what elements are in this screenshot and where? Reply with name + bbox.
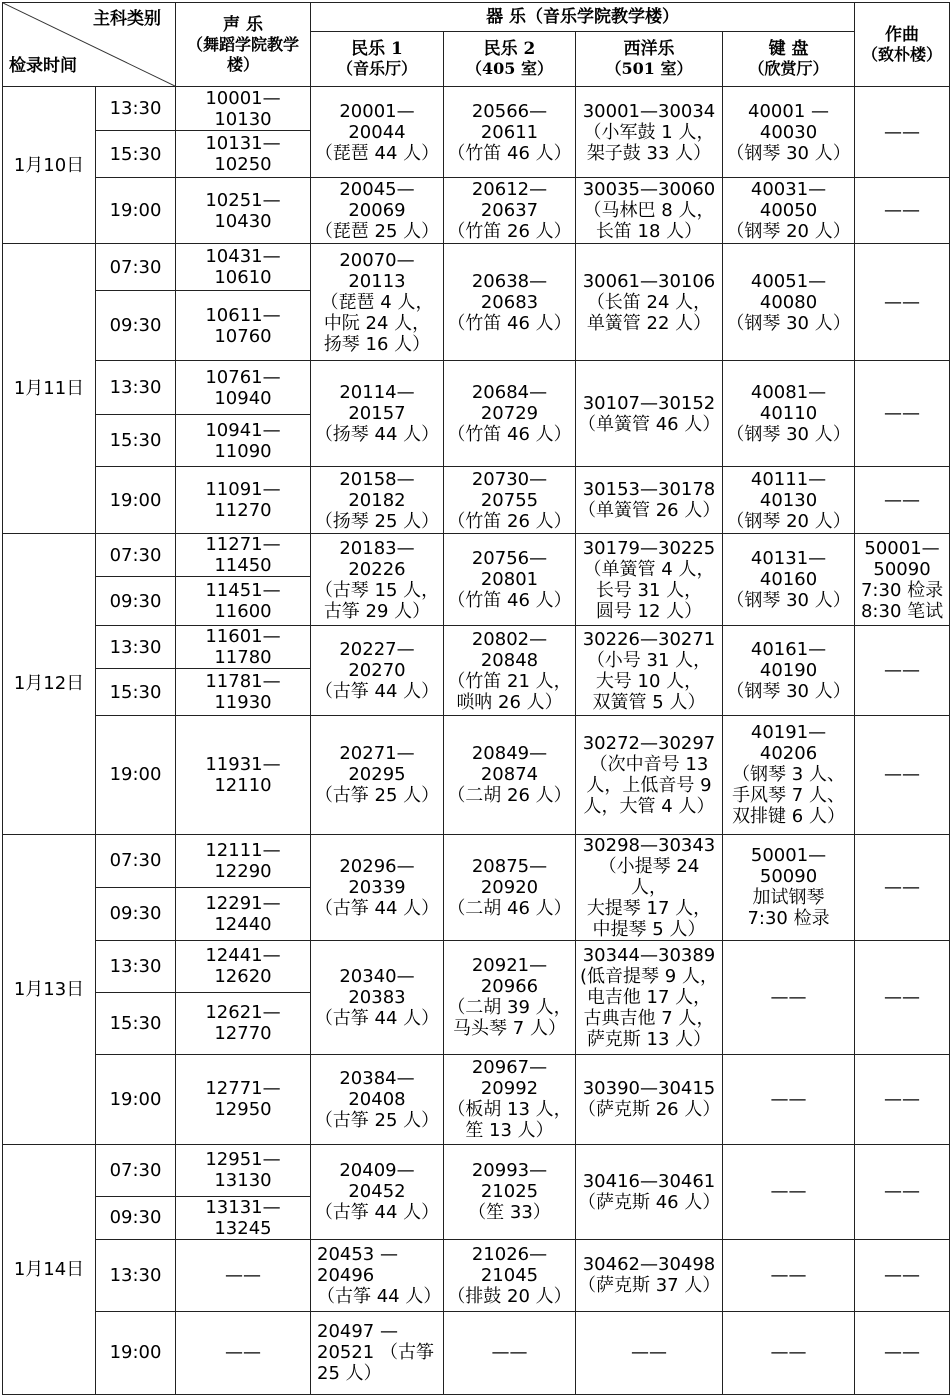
table-row bbox=[3, 834, 950, 887]
composition-cell: —— bbox=[855, 716, 950, 834]
header-western-location: （501 室） bbox=[605, 59, 693, 79]
minyue2-cell: 20849— 20874 （二胡 26 人） bbox=[444, 716, 576, 834]
minyue2-cell: 20967— 20992 （板胡 13 人， 笙 13 人） bbox=[444, 1054, 576, 1144]
composition-cell: —— bbox=[855, 1144, 950, 1239]
date-cell: 1月10日 bbox=[3, 87, 96, 244]
vocal-cell: 10251— 10430 bbox=[176, 178, 311, 244]
keyboard-cell: 40111— 40130 （钢琴 20 人） bbox=[723, 467, 855, 534]
composition-cell: —— bbox=[855, 940, 950, 1054]
header-vocal bbox=[176, 3, 311, 87]
vocal-cell: 13131— 13245 bbox=[176, 1196, 311, 1239]
minyue1-cell: 20271— 20295 （古筝 25 人） bbox=[311, 716, 444, 834]
composition-cell: —— bbox=[855, 87, 950, 178]
time-cell: 15:30 bbox=[96, 131, 176, 178]
minyue1-cell: 20114— 20157 （扬琴 44 人） bbox=[311, 361, 444, 467]
composition-cell: —— bbox=[855, 834, 950, 940]
table-row bbox=[3, 467, 950, 534]
time-cell: 09:30 bbox=[96, 291, 176, 361]
composition-cell: —— bbox=[855, 1239, 950, 1311]
exam-schedule-table bbox=[2, 2, 950, 1395]
table-row bbox=[3, 716, 950, 834]
time-cell: 07:30 bbox=[96, 1144, 176, 1196]
table-row bbox=[3, 534, 950, 577]
minyue2-cell: 20566— 20611 （竹笛 46 人） bbox=[444, 87, 576, 178]
header-keyboard-location: （欣赏厅） bbox=[748, 59, 829, 79]
western-cell: 30462—30498 （萨克斯 37 人） bbox=[576, 1239, 723, 1311]
time-cell: 15:30 bbox=[96, 415, 176, 467]
western-cell: 30035—30060 （马林巴 8 人， 长笛 18 人） bbox=[576, 178, 723, 244]
vocal-cell: 12621— 12770 bbox=[176, 992, 311, 1054]
vocal-cell: 10761— 10940 bbox=[176, 361, 311, 415]
minyue1-cell: 20001— 20044 （琵琶 44 人） bbox=[311, 87, 444, 178]
vocal-cell: 10431— 10610 bbox=[176, 244, 311, 291]
western-cell: 30344—30389 (低音提琴 9 人， 电吉他 17 人， 古典吉他 7 人， 萨克斯 13 人） bbox=[576, 940, 723, 1054]
western-cell: 30226—30271 （小号 31 人， 大号 10 人， 双簧管 5 人） bbox=[576, 626, 723, 716]
table-row bbox=[3, 244, 950, 291]
time-cell: 19:00 bbox=[96, 1054, 176, 1144]
keyboard-cell: 40001 — 40030 （钢琴 30 人） bbox=[723, 87, 855, 178]
time-cell: 19:00 bbox=[96, 178, 176, 244]
header-western bbox=[576, 32, 723, 87]
header-composition-location: （致朴楼） bbox=[862, 44, 943, 64]
minyue2-cell: 20756— 20801 （竹笛 46 人） bbox=[444, 534, 576, 626]
vocal-cell: 10611— 10760 bbox=[176, 291, 311, 361]
header-minyue1-title: 民乐 1 bbox=[351, 39, 403, 60]
time-cell: 09:30 bbox=[96, 577, 176, 626]
header-minyue2-location: （405 室） bbox=[466, 59, 553, 79]
vocal-cell: 11931— 12110 bbox=[176, 716, 311, 834]
minyue1-cell: 20296— 20339 （古筝 44 人） bbox=[311, 834, 444, 940]
date-cell: 1月11日 bbox=[3, 244, 96, 534]
header-minyue1 bbox=[311, 32, 444, 87]
keyboard-cell: 40191— 40206 （钢琴 3 人、 手风琴 7 人、 双排键 6 人） bbox=[723, 716, 855, 834]
time-cell: 13:30 bbox=[96, 361, 176, 415]
table-row bbox=[3, 940, 950, 992]
time-cell: 15:30 bbox=[96, 992, 176, 1054]
table-row bbox=[3, 1054, 950, 1144]
header-composition-title: 作曲 bbox=[885, 24, 920, 45]
header-minyue1-location: （音乐厅） bbox=[336, 59, 417, 79]
vocal-cell: 11451— 11600 bbox=[176, 577, 311, 626]
date-cell: 1月14日 bbox=[3, 1144, 96, 1394]
table-row bbox=[3, 626, 950, 669]
table-row bbox=[3, 87, 950, 131]
vocal-cell: 12111— 12290 bbox=[176, 834, 311, 887]
time-cell: 15:30 bbox=[96, 669, 176, 716]
minyue2-cell: 20875— 20920 （二胡 46 人） bbox=[444, 834, 576, 940]
vocal-cell: 11091— 11270 bbox=[176, 467, 311, 534]
keyboard-cell: —— bbox=[723, 1239, 855, 1311]
minyue2-cell: 21026— 21045 （排鼓 20 人） bbox=[444, 1239, 576, 1311]
time-cell: 13:30 bbox=[96, 626, 176, 669]
vocal-cell: 10131— 10250 bbox=[176, 131, 311, 178]
table-row bbox=[3, 1311, 950, 1394]
minyue2-cell: 20993— 21025 （笙 33） bbox=[444, 1144, 576, 1239]
western-cell: 30107—30152 （单簧管 46 人） bbox=[576, 361, 723, 467]
table-row bbox=[3, 178, 950, 244]
vocal-cell: 11781— 11930 bbox=[176, 669, 311, 716]
header-checkin-time: 检录时间 bbox=[9, 56, 77, 77]
western-cell: 30153—30178 （单簧管 26 人） bbox=[576, 467, 723, 534]
keyboard-cell: 50001— 50090 加试钢琴 7:30 检录 bbox=[723, 834, 855, 940]
time-cell: 13:30 bbox=[96, 940, 176, 992]
header-western-title: 西洋乐 bbox=[623, 39, 675, 60]
vocal-cell: 12771— 12950 bbox=[176, 1054, 311, 1144]
vocal-cell: —— bbox=[176, 1239, 311, 1311]
vocal-cell: 10001— 10130 bbox=[176, 87, 311, 131]
time-cell: 07:30 bbox=[96, 834, 176, 887]
vocal-cell: 12441— 12620 bbox=[176, 940, 311, 992]
time-cell: 19:00 bbox=[96, 1311, 176, 1394]
vocal-cell: 11601— 11780 bbox=[176, 626, 311, 669]
composition-cell: —— bbox=[855, 626, 950, 716]
keyboard-cell: —— bbox=[723, 1054, 855, 1144]
header-minyue2 bbox=[444, 32, 576, 87]
header-subject-category: 主科类别 bbox=[93, 9, 161, 29]
header-composition bbox=[855, 3, 950, 87]
minyue1-cell: 20045— 20069 （琵琶 25 人） bbox=[311, 178, 444, 244]
minyue2-cell: 20638— 20683 （竹笛 46 人） bbox=[444, 244, 576, 361]
western-cell: 30272—30297 （次中音号 13 人，上低音号 9 人，大管 4 人） bbox=[576, 716, 723, 834]
keyboard-cell: —— bbox=[723, 1311, 855, 1394]
header-keyboard-title: 键 盘 bbox=[768, 39, 809, 60]
minyue1-cell: 20453 — 20496 （古筝 44 人） bbox=[311, 1239, 444, 1311]
minyue2-cell: 20921— 20966 （二胡 39 人， 马头琴 7 人） bbox=[444, 940, 576, 1054]
minyue1-cell: 20340— 20383 （古筝 44 人） bbox=[311, 940, 444, 1054]
time-cell: 13:30 bbox=[96, 87, 176, 131]
date-cell: 1月12日 bbox=[3, 534, 96, 834]
western-cell: 30179—30225 （单簧管 4 人， 长号 31 人， 圆号 12 人） bbox=[576, 534, 723, 626]
header-keyboard bbox=[723, 32, 855, 87]
table-row bbox=[3, 361, 950, 415]
time-cell: 07:30 bbox=[96, 244, 176, 291]
keyboard-cell: 40131— 40160 （钢琴 30 人） bbox=[723, 534, 855, 626]
time-cell: 09:30 bbox=[96, 1196, 176, 1239]
header-instrumental: 器 乐（音乐学院教学楼） bbox=[311, 3, 855, 32]
minyue2-cell: 20612— 20637 （竹笛 26 人） bbox=[444, 178, 576, 244]
header-vocal-title: 声 乐 bbox=[223, 14, 263, 35]
vocal-cell: 12291— 12440 bbox=[176, 887, 311, 940]
western-cell: 30390—30415 （萨克斯 26 人） bbox=[576, 1054, 723, 1144]
time-cell: 19:00 bbox=[96, 467, 176, 534]
keyboard-cell: —— bbox=[723, 940, 855, 1054]
header-minyue2-title: 民乐 2 bbox=[483, 39, 536, 60]
minyue1-cell: 20070— 20113 （琵琶 4 人， 中阮 24 人， 扬琴 16 人） bbox=[311, 244, 444, 361]
vocal-cell: —— bbox=[176, 1311, 311, 1394]
keyboard-cell: 40051— 40080 （钢琴 30 人） bbox=[723, 244, 855, 361]
header-vocal-location: （舞蹈学院教学楼） bbox=[186, 34, 299, 74]
time-cell: 07:30 bbox=[96, 534, 176, 577]
keyboard-cell: 40081— 40110 （钢琴 30 人） bbox=[723, 361, 855, 467]
minyue1-cell: 20158— 20182 （扬琴 25 人） bbox=[311, 467, 444, 534]
minyue2-cell: 20684— 20729 （竹笛 46 人） bbox=[444, 361, 576, 467]
time-cell: 13:30 bbox=[96, 1239, 176, 1311]
composition-cell: —— bbox=[855, 178, 950, 244]
table-row bbox=[3, 1239, 950, 1311]
minyue1-cell: 20227— 20270 （古筝 44 人） bbox=[311, 626, 444, 716]
composition-cell: —— bbox=[855, 467, 950, 534]
vocal-cell: 12951— 13130 bbox=[176, 1144, 311, 1196]
date-cell: 1月13日 bbox=[3, 834, 96, 1144]
composition-cell: —— bbox=[855, 244, 950, 361]
composition-cell: —— bbox=[855, 1311, 950, 1394]
minyue2-cell: 20730— 20755 （竹笛 26 人） bbox=[444, 467, 576, 534]
composition-cell: 50001— 50090 7:30 检录 8:30 笔试 bbox=[855, 534, 950, 626]
composition-cell: —— bbox=[855, 1054, 950, 1144]
vocal-cell: 10941— 11090 bbox=[176, 415, 311, 467]
western-cell: 30061—30106 （长笛 24 人， 单簧管 22 人） bbox=[576, 244, 723, 361]
minyue1-cell: 20409— 20452 （古筝 44 人） bbox=[311, 1144, 444, 1239]
minyue1-cell: 20497 — 20521 （古筝 25 人） bbox=[311, 1311, 444, 1394]
header-diagonal-cell bbox=[3, 3, 176, 87]
keyboard-cell: 40161— 40190 （钢琴 30 人） bbox=[723, 626, 855, 716]
minyue1-cell: 20384— 20408 （古筝 25 人） bbox=[311, 1054, 444, 1144]
minyue2-cell: —— bbox=[444, 1311, 576, 1394]
minyue1-cell: 20183— 20226 （古琴 15 人， 古筝 29 人） bbox=[311, 534, 444, 626]
table-row bbox=[3, 1144, 950, 1196]
time-cell: 19:00 bbox=[96, 716, 176, 834]
time-cell: 09:30 bbox=[96, 887, 176, 940]
western-cell: 30298—30343 （小提琴 24 人， 大提琴 17 人， 中提琴 5 人） bbox=[576, 834, 723, 940]
western-cell: —— bbox=[576, 1311, 723, 1394]
composition-cell: —— bbox=[855, 361, 950, 467]
western-cell: 30001—30034 （小军鼓 1 人， 架子鼓 33 人） bbox=[576, 87, 723, 178]
minyue2-cell: 20802— 20848 （竹笛 21 人， 唢呐 26 人） bbox=[444, 626, 576, 716]
keyboard-cell: —— bbox=[723, 1144, 855, 1239]
vocal-cell: 11271— 11450 bbox=[176, 534, 311, 577]
keyboard-cell: 40031— 40050 （钢琴 20 人） bbox=[723, 178, 855, 244]
western-cell: 30416—30461 （萨克斯 46 人） bbox=[576, 1144, 723, 1239]
